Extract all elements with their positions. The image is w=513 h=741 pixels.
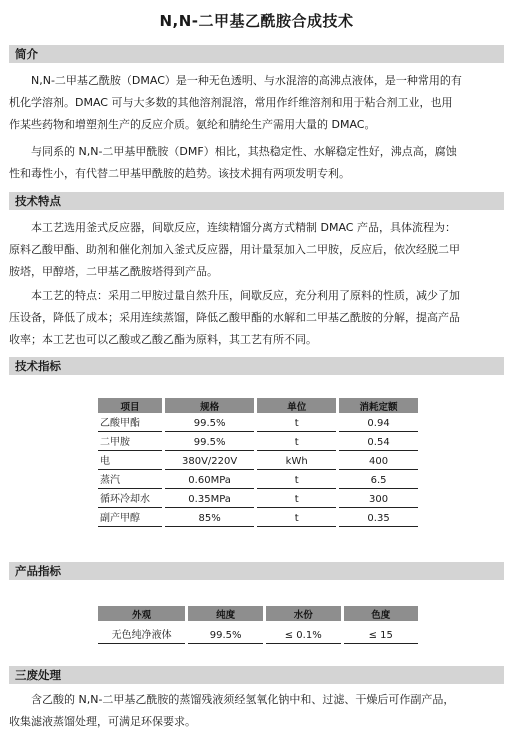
column-header: 单位 [257, 398, 336, 413]
table-row [98, 470, 418, 489]
table-cell: 400 [339, 451, 418, 470]
features-paragraph-2 [9, 285, 504, 351]
column-header: 消耗定额 [339, 398, 418, 413]
text-line: 压设备，降低了成本；采用连续蒸馏，降低乙酸甲酯的水解和二甲基乙酰胺的分解，提高产品 [9, 311, 460, 324]
waste-paragraph [9, 689, 504, 733]
table-cell: 乙酸甲酯 [98, 413, 162, 432]
section-header-product-specs: 产品指标 [9, 562, 504, 580]
table-cell: 99.5% [188, 621, 263, 644]
table-cell: 99.5% [165, 413, 254, 432]
table-cell: t [257, 489, 336, 508]
table-cell: ≤ 15 [344, 621, 418, 644]
table-cell: 副产甲醇 [98, 508, 162, 527]
text-line: N,N-二甲基乙酰胺（DMAC）是一种无色透明、与水混溶的高沸点液体，是一种常用的有 [31, 74, 462, 87]
text-line: 原料乙酸甲酯、助剂和催化剂加入釜式反应器，用计量泵加入二甲胺，反应后，依次经脱二甲 [9, 243, 460, 256]
table-cell: 0.54 [339, 432, 418, 451]
table-row [98, 508, 418, 527]
table-header-row [98, 398, 418, 413]
table-cell: 0.35MPa [165, 489, 254, 508]
table-cell: 循环冷却水 [98, 489, 162, 508]
text-line: 含乙酸的 N,N-二甲基乙酰胺的蒸馏残液须经氢氧化钠中和、过滤、干燥后可作副产品， [31, 693, 455, 706]
intro-paragraph-2 [9, 141, 504, 185]
table-cell: 85% [165, 508, 254, 527]
table-cell: t [257, 413, 336, 432]
table-cell: 无色纯净液体 [98, 621, 185, 644]
table-cell: t [257, 508, 336, 527]
table-cell: 电 [98, 451, 162, 470]
intro-paragraph-1 [9, 70, 504, 136]
table-row [98, 432, 418, 451]
table-cell: 0.60MPa [165, 470, 254, 489]
text-line: 机化学溶剂。DMAC 可与大多数的其他溶剂混溶，常用作纤维溶剂和用于粘合剂工业，也用 [9, 96, 453, 109]
section-header-features: 技术特点 [9, 192, 504, 210]
section-header-intro: 简介 [9, 45, 504, 63]
table-cell: 380V/220V [165, 451, 254, 470]
table-cell: 蒸汽 [98, 470, 162, 489]
text-line: 收率；本工艺也可以乙酸或乙酸乙酯为原料，其工艺有所不同。 [9, 333, 317, 346]
table-row [98, 413, 418, 432]
section-header-tech-specs: 技术指标 [9, 357, 504, 375]
product-specs-table [95, 606, 421, 644]
table-row [98, 489, 418, 508]
column-header: 外观 [98, 606, 185, 621]
table-row [98, 451, 418, 470]
column-header: 色度 [344, 606, 418, 621]
section-header-waste: 三废处理 [9, 666, 504, 684]
table-cell: t [257, 470, 336, 489]
text-line: 收集滤液蒸馏处理，可满足环保要求。 [9, 715, 196, 728]
table-cell: 二甲胺 [98, 432, 162, 451]
table-cell: 0.94 [339, 413, 418, 432]
table-cell: 0.35 [339, 508, 418, 527]
tech-specs-table [95, 398, 421, 527]
column-header: 项目 [98, 398, 162, 413]
table-row [98, 621, 418, 644]
table-cell: t [257, 432, 336, 451]
features-paragraph-1 [9, 217, 504, 283]
table-header-row [98, 606, 418, 621]
column-header: 水份 [266, 606, 341, 621]
text-line: 性和毒性小，有代替二甲基甲酰胺的趋势。该技术拥有两项发明专利。 [9, 167, 350, 180]
table-cell: kWh [257, 451, 336, 470]
text-line: 本工艺选用釜式反应器，间歇反应，连续精馏分离方式精制 DMAC 产品，具体流程为： [31, 221, 456, 234]
table-cell: ≤ 0.1% [266, 621, 341, 644]
page-title: N,N-二甲基乙酰胺合成技术 [159, 12, 354, 30]
text-line: 胺塔，甲醇塔，二甲基乙酰胺塔得到产品。 [9, 265, 218, 278]
table-cell: 99.5% [165, 432, 254, 451]
text-line: 作某些药物和增塑剂生产的反应介质。氨纶和腈纶生产需用大量的 DMAC。 [9, 118, 376, 131]
table-cell: 6.5 [339, 470, 418, 489]
table-cell: 300 [339, 489, 418, 508]
column-header: 规格 [165, 398, 254, 413]
column-header: 纯度 [188, 606, 263, 621]
text-line: 与同系的 N,N-二甲基甲酰胺（DMF）相比，其热稳定性、水解稳定性好，沸点高，腐蚀 [31, 145, 457, 158]
text-line: 本工艺的特点：采用二甲胺过量自然升压，间歇反应，充分利用了原料的性质，减少了加 [31, 289, 460, 302]
